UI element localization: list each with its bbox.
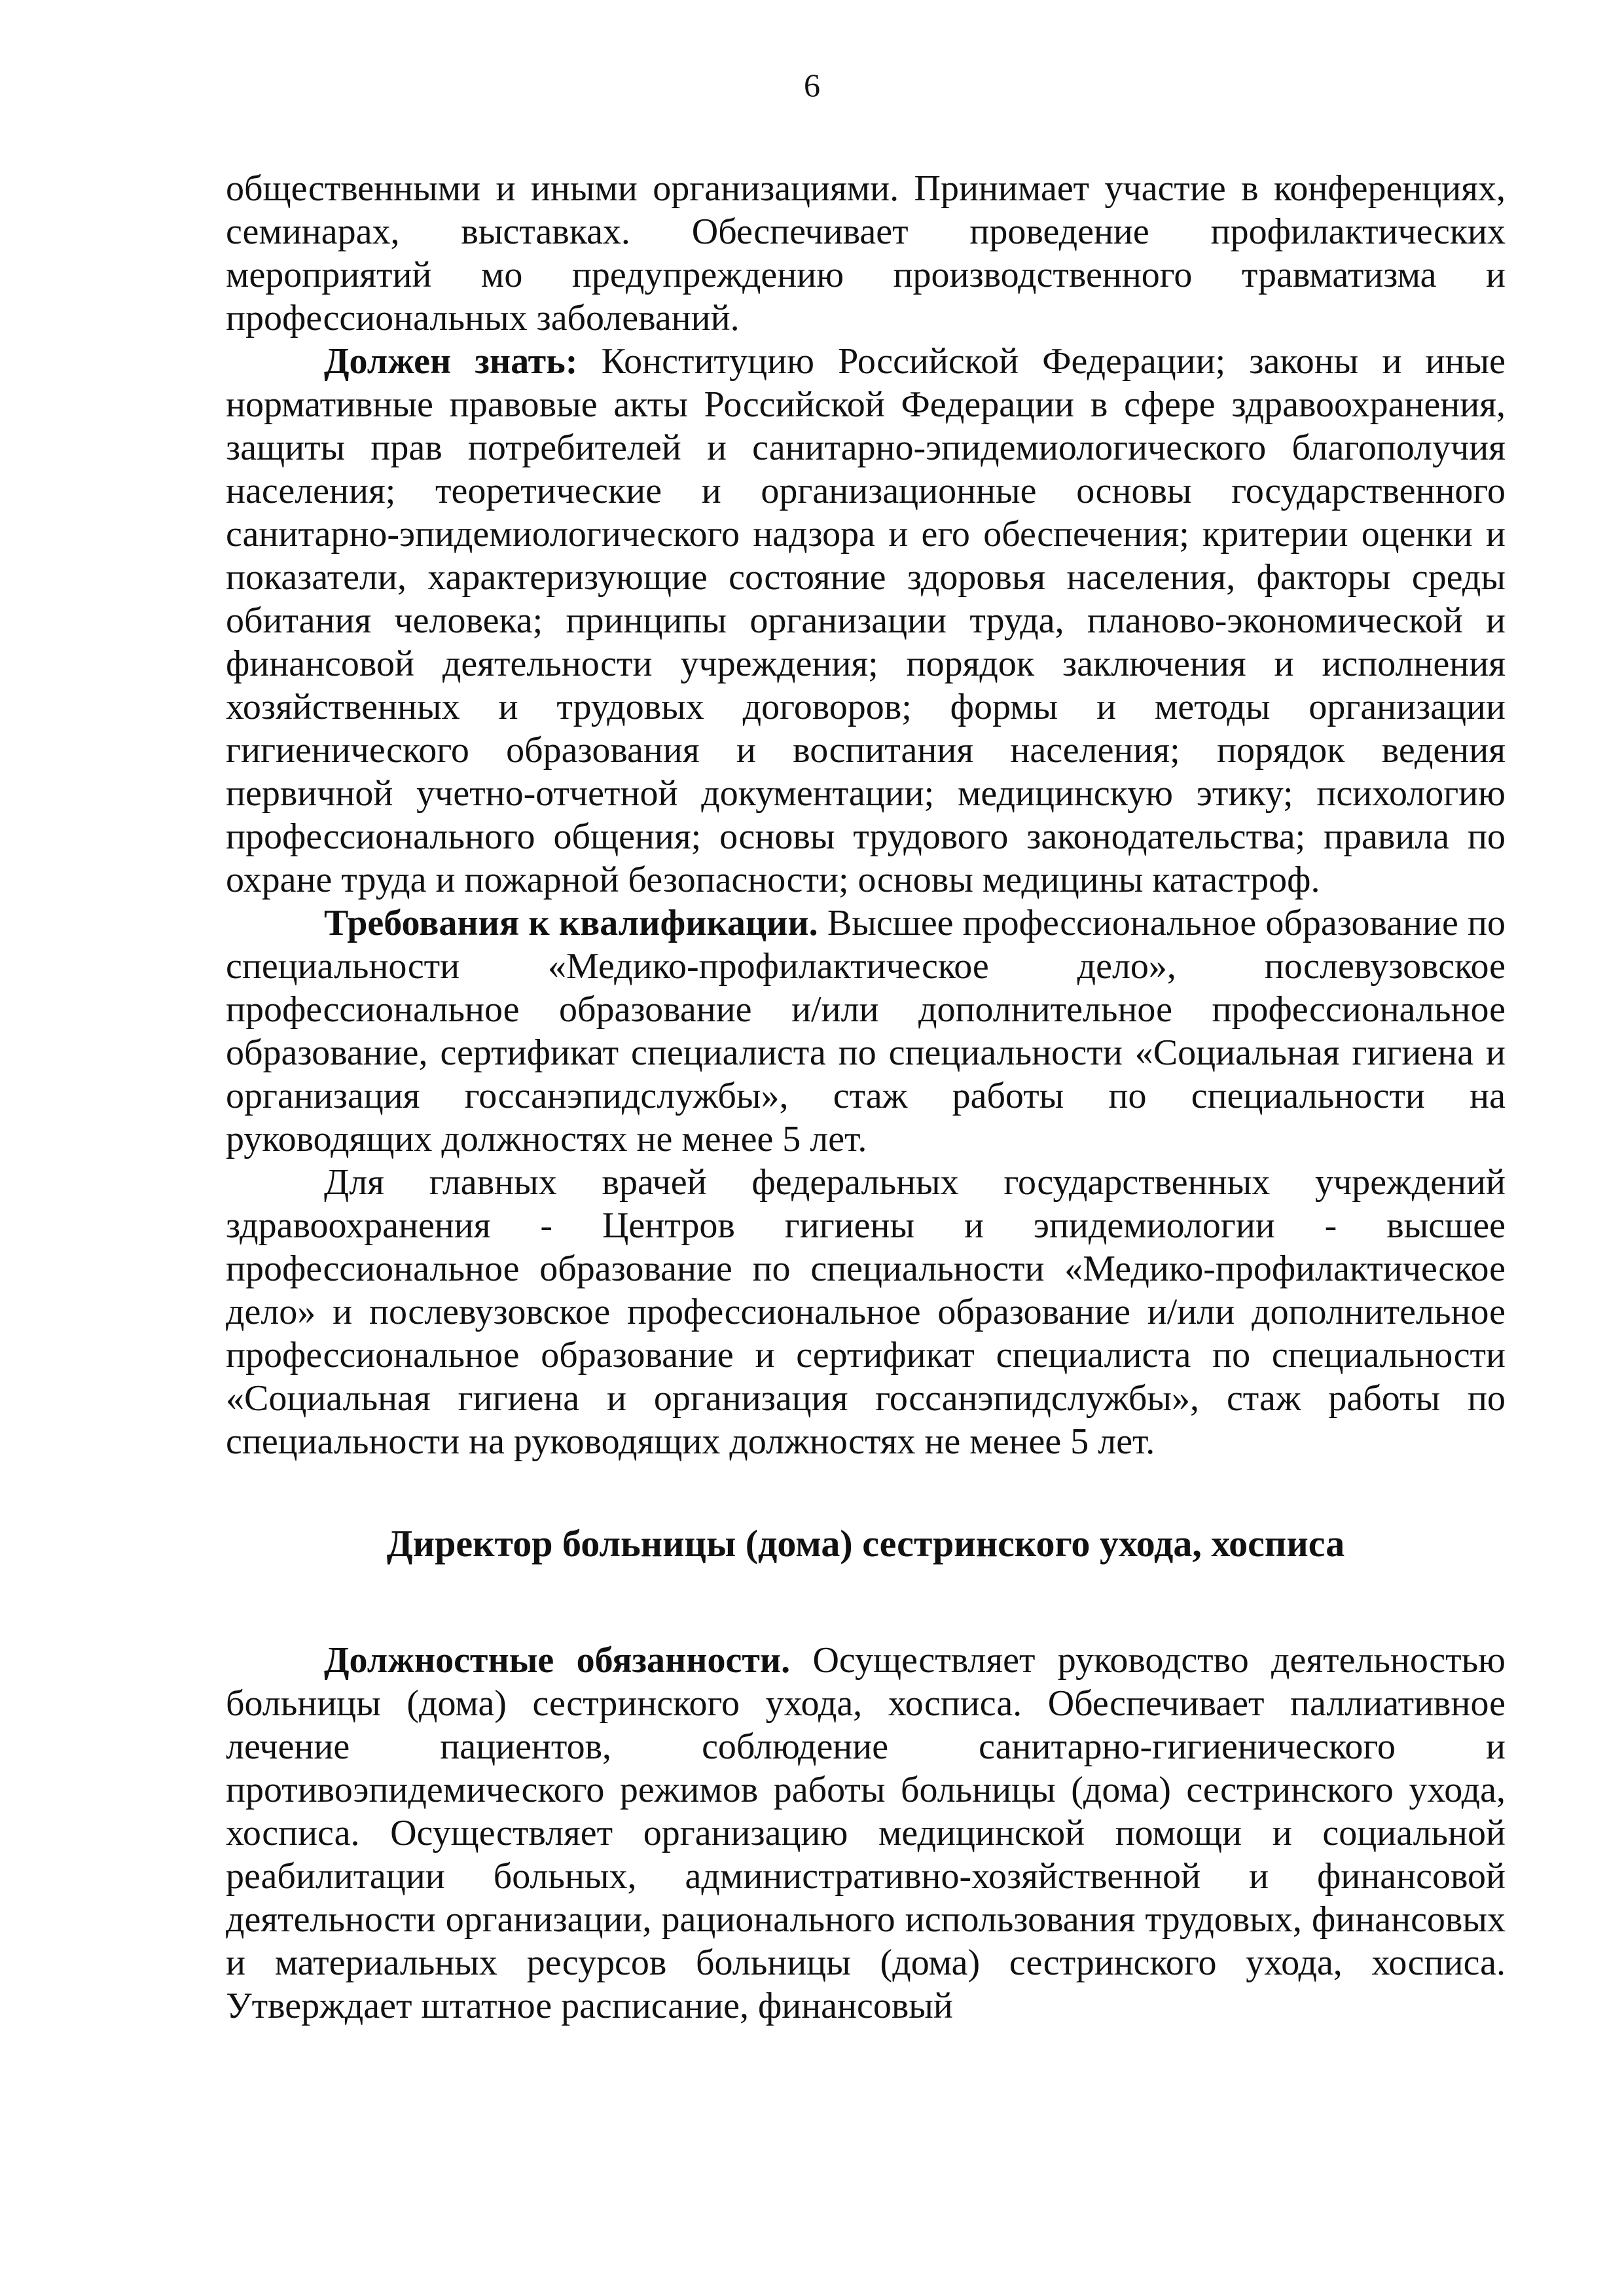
paragraph-text: Конституцию Российской Федерации; законы и иные нормативные правовые акты Российской Федерации в сфере здравоохранения, защиты прав потребителей и санитарно-эпидемиологического благополучия населения; теоретические и организационные основы государственного санитарно-эпидемиологического надзора и его обеспечения; критерии оценки и показатели, характеризующие состояние здоровья населения, факторы среды обитания человека; принципы организации труда, планово-экономической и финансовой деятельности учреждения; порядок заключения и исполнения хозяйственных и трудовых договоров; формы и методы организации гигиенического образования и воспитания населения; порядок ведения первичной учетно-отчетной документации; медицинскую этику; психологию профессионального общения; основы трудового законодательства; правила по охране труда и пожарной безопасности; основы медицины катастроф. — [226, 341, 1506, 900]
page-number: 6 — [804, 67, 820, 103]
paragraph-text: Осуществляет руководство деятельностью больницы (дома) сестринского ухода, хосписа. Обеспечивает паллиативное лечение пациентов, соблюдение санитарно-гигиенического и противоэпидемического режимов работы больницы (дома) сестринского ухода, хосписа. Осуществляет организацию медицинской помощи и социальной реабилитации больных, административно-хозяйственной и финансовой деятельности организации, рационального использования трудовых, финансовых и материальных ресурсов больницы (дома) сестринского ухода, хосписа. Утверждает штатное расписание, финансовый — [226, 1640, 1506, 2026]
paragraph-must-know — [226, 340, 1506, 902]
paragraph-text: Для главных врачей федеральных государственных учреждений здравоохранения - Центров гигиены и эпидемиологии - высшее профессиональное образование по специальности «Медико-профилактическое дело» и послевузовское профессиональное образование и/или дополнительное профессиональное образование и сертификат специалиста по специальности «Социальная гигиена и организация госсанэпидслужбы», стаж работы по специальности на руководящих должностях не менее 5 лет. — [226, 1162, 1506, 1462]
paragraph-duties — [226, 1639, 1506, 2028]
section-heading: Директор больницы (дома) сестринского ухода, хосписа — [386, 1522, 1345, 1565]
paragraph-text: Высшее профессиональное образование по специальности «Медико-профилактическое дело», послевузовское профессиональное образование и/или дополнительное профессиональное образование, сертификат специалиста по специальности «Социальная гигиена и организация госсанэпидслужбы», стаж работы по специальности на руководящих должностях не менее 5 лет. — [226, 903, 1506, 1159]
paragraph-continuation — [226, 167, 1506, 340]
paragraph-text: общественными и иными организациями. Принимает участие в конференциях, семинарах, выставках. Обеспечивает проведение профилактических мероприятий мо предупреждению производственного травматизма и профессиональных заболеваний. — [226, 168, 1506, 338]
paragraph-qualification-requirements — [226, 902, 1506, 1161]
paragraph-lead: Требования к квалификации. — [324, 903, 818, 943]
paragraph-chief-physicians — [226, 1161, 1506, 1463]
document-body — [226, 167, 1506, 2028]
paragraph-lead: Должностные обязанности. — [324, 1640, 791, 1681]
paragraph-lead: Должен знать: — [324, 341, 578, 382]
